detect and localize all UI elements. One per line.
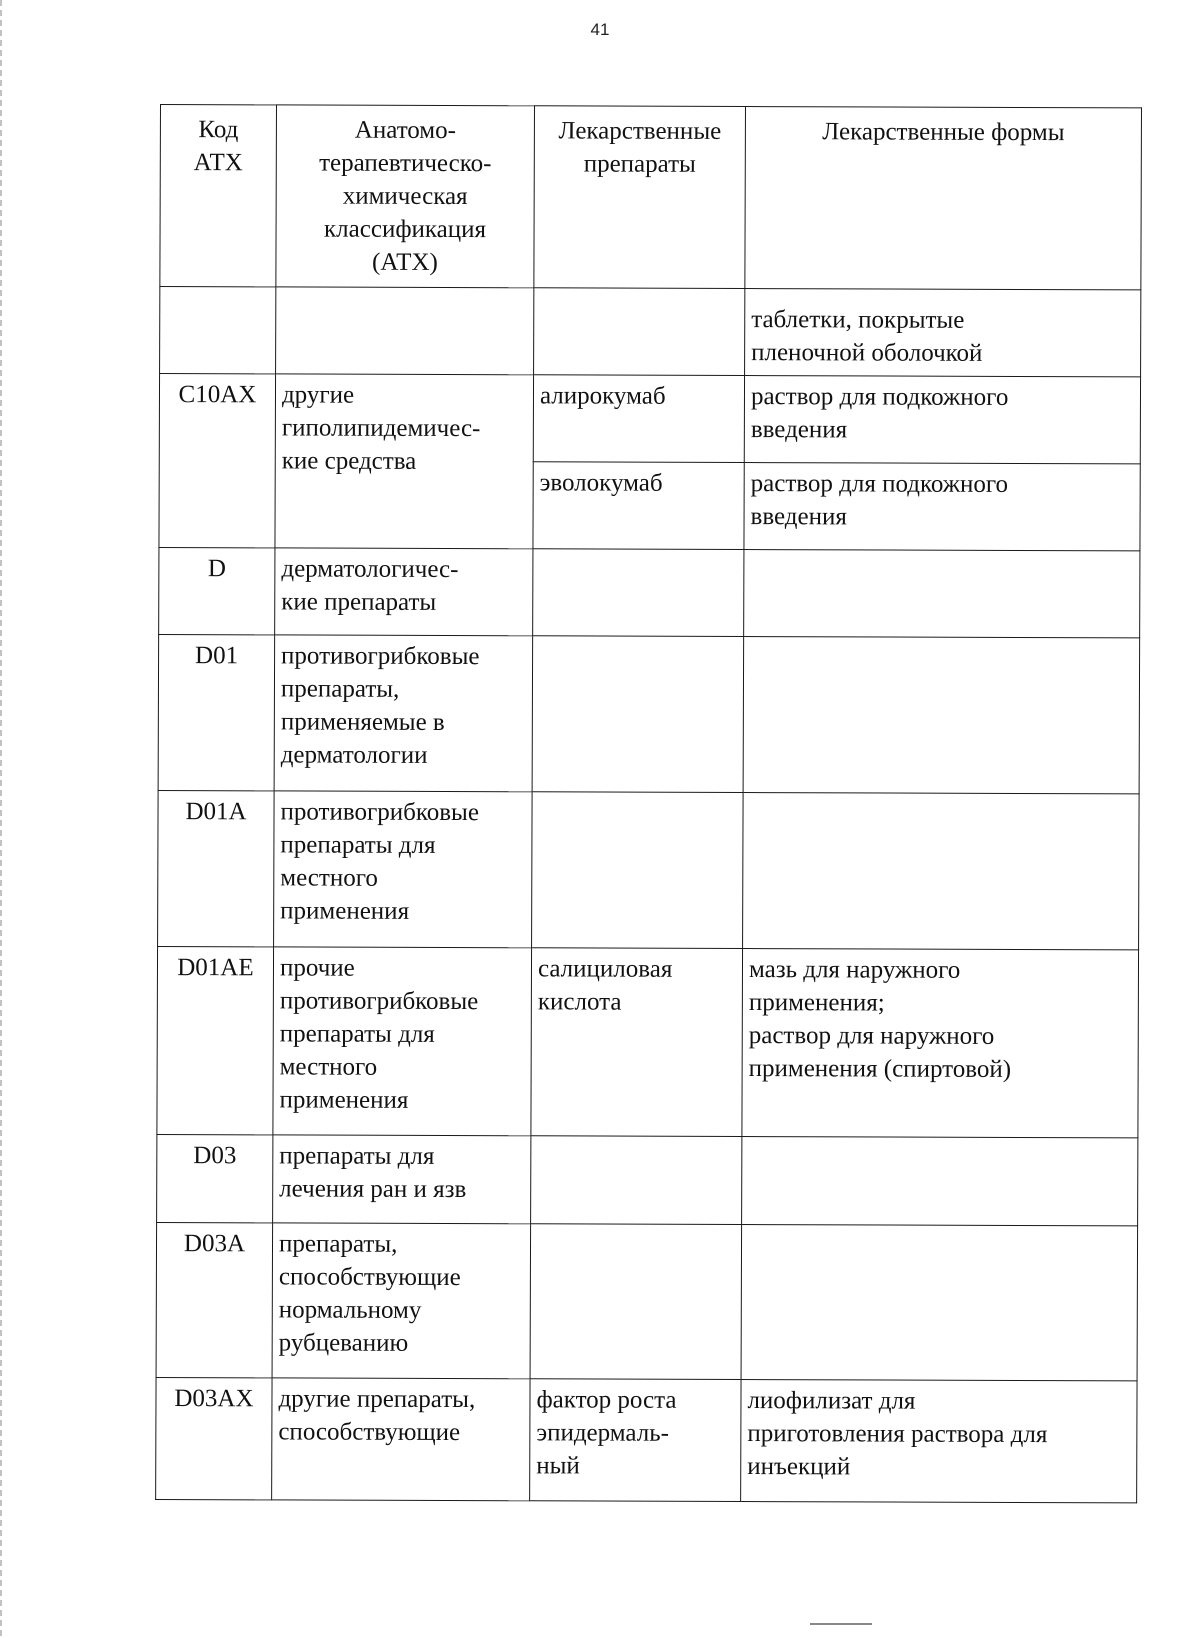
cell-form: раствор для подкожного введения bbox=[744, 376, 1140, 464]
cell-atc: препараты, способствующие нормальному рубцеванию bbox=[272, 1223, 531, 1379]
cell-code: D bbox=[159, 547, 275, 634]
atc-drug-table bbox=[155, 104, 1142, 1503]
cell-atc: прочие противогрибковые препараты для местного применения bbox=[273, 947, 532, 1136]
table-row bbox=[159, 374, 1140, 464]
cell-code: D01AE bbox=[157, 946, 274, 1134]
cell-atc: противогрибковые препараты для местного применения bbox=[274, 791, 533, 948]
table-header-row bbox=[160, 105, 1142, 290]
header-drugs: Лекарственные препараты bbox=[534, 106, 746, 289]
cell-form bbox=[744, 550, 1140, 638]
cell-drug bbox=[530, 1224, 742, 1380]
cell-form: лиофилизат для приготовления раствора для инъекций bbox=[741, 1380, 1137, 1503]
cell-code: D01A bbox=[158, 790, 275, 946]
header-atc-code: Код АТХ bbox=[160, 105, 277, 287]
cell-form bbox=[741, 1225, 1138, 1381]
cell-drug bbox=[532, 792, 744, 949]
cell-form bbox=[743, 793, 1140, 950]
cell-atc bbox=[276, 287, 534, 375]
table-row bbox=[159, 547, 1140, 637]
cell-atc: дерматологичес- кие препараты bbox=[275, 548, 533, 636]
cell-drug bbox=[534, 288, 745, 376]
cell-code: D03 bbox=[157, 1134, 273, 1222]
cell-form bbox=[743, 637, 1140, 794]
cell-code: D03A bbox=[156, 1222, 273, 1377]
table-row bbox=[156, 1377, 1137, 1502]
table-row bbox=[156, 1222, 1138, 1380]
cell-drug: салициловая кислота bbox=[531, 948, 743, 1137]
cell-drug: алирокумаб bbox=[533, 375, 744, 463]
table-row bbox=[158, 790, 1140, 949]
cell-drug bbox=[533, 549, 744, 637]
cell-atc: другие препараты, способствующие bbox=[272, 1378, 530, 1501]
cell-atc: противогрибковые препараты, применяемые в дерматологии bbox=[274, 635, 533, 792]
cell-atc: другие гиполипидемичес- кие средства bbox=[275, 374, 534, 549]
scan-left-edge bbox=[0, 0, 2, 1638]
cell-code: C10AX bbox=[159, 374, 276, 548]
cell-form bbox=[742, 1137, 1138, 1226]
cell-code bbox=[160, 287, 276, 374]
cell-drug bbox=[531, 1136, 742, 1225]
table-row bbox=[160, 287, 1141, 377]
page-number: 41 bbox=[590, 20, 610, 39]
cell-drug bbox=[532, 636, 744, 793]
cell-code: D01 bbox=[158, 634, 275, 790]
table-row bbox=[157, 946, 1139, 1137]
scan-bottom-mark bbox=[810, 1623, 872, 1625]
header-dosage-forms: Лекарственные формы bbox=[745, 107, 1142, 290]
table-row bbox=[157, 1134, 1138, 1225]
table-row bbox=[158, 634, 1140, 793]
cell-atc: препараты для лечения ран и язв bbox=[273, 1135, 531, 1224]
cell-form: мазь для наружного применения; раствор для наружного применения (спиртовой) bbox=[742, 949, 1139, 1138]
cell-drug: эволокумаб bbox=[533, 462, 744, 550]
cell-form: раствор для подкожного введения bbox=[744, 463, 1140, 551]
cell-code: D03AX bbox=[156, 1377, 272, 1499]
cell-drug: фактор роста эпидермаль- ный bbox=[530, 1379, 741, 1502]
header-atc-classification: Анатомо- терапевтическо- химическая классификация (АТХ) bbox=[276, 105, 535, 288]
cell-form: таблетки, покрытые пленочной оболочкой bbox=[745, 289, 1141, 377]
